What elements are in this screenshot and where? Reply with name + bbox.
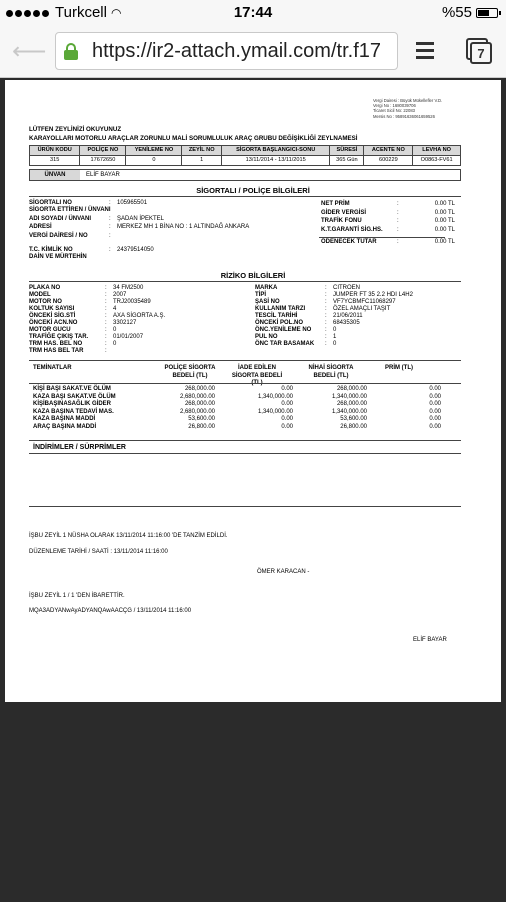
- field-label: SİGORTA ETTİREN / ÜNVANI: [29, 207, 111, 213]
- field-label: TİPİ: [255, 292, 267, 298]
- insured-field: SİGORTALI NO : 105965501: [29, 200, 148, 206]
- risk-field: ÖNC.YENİLEME NO : 0: [255, 327, 337, 333]
- risk-field: ÖNC TAR BASAMAK : 0: [255, 341, 337, 347]
- field-value: 0: [113, 327, 117, 333]
- field-label: ÖNCEKİ ACN.NO: [29, 320, 78, 326]
- risk-field: PLAKA NO : 34 FM2500: [29, 285, 144, 291]
- coverage-name: KAZA BAŞI SAKAT.VE ÖLÜM: [33, 393, 116, 400]
- coverage-header: İADE EDİLEN SİGORTA BEDELİ: [231, 365, 283, 379]
- insured-field: VERGİ DAİRESİ / NO :: [29, 233, 111, 239]
- field-value: CITROEN: [333, 285, 360, 291]
- risk-field: KOLTUK SAYISI : 4: [29, 306, 117, 312]
- verification-code: MQA3ADYANwAyADYANQAwAACÇG / 13/11/2014 11:16:00: [29, 608, 192, 614]
- policy-table: [29, 145, 461, 166]
- premium-value: 0.00 TL: [434, 227, 455, 233]
- coverage-amount: 1,340,000.00: [257, 393, 293, 400]
- insured-field: ADI SOYADI / ÜNVANI : ŞADAN İPEKTEL: [29, 216, 165, 222]
- header-read-notice: LÜTFEN ZEYLİNİZİ OKUYUNUZ: [29, 126, 122, 133]
- lock-icon: [64, 43, 78, 59]
- field-label: KULLANIM TARZI: [255, 306, 306, 312]
- field-value: 01/01/2007: [113, 334, 144, 340]
- field-value: TRJ20035489: [113, 299, 151, 305]
- field-label: MARKA: [255, 285, 278, 291]
- coverage-name: ARAÇ BAŞINA MADDİ: [33, 423, 97, 430]
- col-header: SÜRESİ: [330, 146, 364, 156]
- field-value: 3302127: [113, 320, 137, 326]
- field-value: AXA SİGORTA A.Ş.: [113, 313, 166, 319]
- field-value: ŞADAN İPEKTEL: [117, 216, 165, 222]
- table-cell: O0863-FV61: [413, 156, 461, 166]
- menu-icon[interactable]: [416, 42, 434, 63]
- coverage-amount: 0.00: [429, 423, 441, 430]
- field-label: ÖNC.YENİLEME NO: [255, 327, 312, 333]
- coverage-amount: 268,000.00: [184, 401, 215, 407]
- clock: 17:44: [233, 4, 273, 21]
- back-arrow-icon[interactable]: ⟵: [12, 38, 47, 65]
- field-label: ÖNC TAR BASAMAK: [255, 341, 315, 347]
- field-value: 0: [333, 327, 337, 333]
- premium-row: ÖDENECEK TUTAR : 0.00 TL: [321, 239, 455, 245]
- title-value: ELİF BAYAR: [86, 172, 120, 178]
- premium-row: TRAFİK FONU : 0.00 TL: [321, 218, 455, 224]
- col-header: ÜRÜN KODU: [30, 146, 80, 156]
- field-label: ŞASİ NO: [255, 299, 280, 305]
- title-label: ÜNVAN: [30, 170, 80, 180]
- consists-statement: İŞBU ZEYİL 1 / 1 'DEN İBARETTİR.: [29, 593, 125, 599]
- insured-field: T.C. KİMLİK NO : 24379514050: [29, 247, 154, 253]
- document-page: [5, 80, 501, 702]
- table-cell: 0: [126, 156, 182, 166]
- title-row: [29, 169, 461, 181]
- coverage-name: KİŞİ BAŞI SAKAT.VE ÖLÜM: [33, 386, 111, 392]
- tabs-button[interactable]: [466, 38, 492, 66]
- field-label: PUL NO: [255, 334, 278, 340]
- risk-field: TRM HAS. BEL NO : 0: [29, 341, 117, 347]
- coverage-amount: 0.00: [281, 416, 293, 422]
- coverage-amount: 1,340,000.00: [331, 393, 367, 400]
- mersis-number: Mersis No : 95891636061659526: [373, 113, 435, 119]
- officer-name: ÖMER KARACAN -: [257, 569, 310, 575]
- premium-value: 0.00 TL: [434, 218, 455, 224]
- risk-field: MOTOR GUCU : 0: [29, 327, 117, 333]
- premium-label: NET PRİM: [321, 201, 350, 207]
- risk-field: MODEL : 2007: [29, 292, 127, 298]
- field-label: TRAFİĞE ÇIKIŞ TAR.: [29, 334, 89, 340]
- risk-field: TRAFİĞE ÇIKIŞ TAR. : 01/01/2007: [29, 334, 144, 340]
- field-value: 4: [113, 306, 117, 312]
- field-value: JUMPER FT 35 2.2 HDI L4H2: [333, 292, 413, 298]
- insured-field: ADRESİ : MERKEZ MH 1 BİNA NO : 1 ALTINDAĞ ANKARA: [29, 224, 250, 230]
- col-header: YENİLEME NO: [126, 146, 182, 156]
- coverage-amount: 268,000.00: [184, 386, 215, 392]
- field-label: TESCİL TARİHİ: [255, 313, 298, 319]
- table-cell: 13/11/2014 - 13/11/2015: [221, 156, 329, 166]
- table-cell: 315: [30, 156, 80, 166]
- discounts-title: İNDİRİMLER / SÜRPRİMLER: [33, 444, 126, 451]
- premium-row: K.T.GARANTİ SİG.HS. : 0.00 TL: [321, 227, 455, 233]
- risk-field: ŞASİ NO : VF7YCBMFC11068297: [255, 299, 396, 305]
- coverage-amount: 268,000.00: [336, 401, 367, 407]
- field-label: ADI SOYADI / ÜNVANI: [29, 216, 92, 222]
- field-label: T.C. KİMLİK NO: [29, 247, 73, 253]
- coverage-amount: 0.00: [281, 386, 293, 392]
- issued-statement: İŞBU ZEYİL 1 NÜSHA OLARAK 13/11/2014 11:16:00 'DE TANZİM EDİLDİ.: [29, 533, 228, 539]
- coverage-amount: 53,600.00: [340, 416, 367, 422]
- coverage-amount: 1,340,000.00: [331, 408, 367, 415]
- risk-field: MOTOR NO : TRJ20035489: [29, 299, 151, 305]
- tax-office: Vergi Dairesi : Büyük Mükellefler V.D.: [373, 98, 443, 103]
- field-label: MOTOR GUCU: [29, 327, 71, 333]
- field-value: ÖZEL AMAÇLI TAŞIT: [333, 306, 391, 312]
- coverage-header: NİHAİ SİGORTA BEDELİ (TL): [308, 365, 354, 379]
- signature-name: ELİF BAYAR: [413, 637, 447, 643]
- col-header: POLİÇE NO: [80, 146, 126, 156]
- insured-field: [29, 207, 117, 215]
- field-value: 24379514050: [117, 247, 154, 253]
- premium-row: GİDER VERGİSİ : 0.00 TL: [321, 210, 455, 216]
- field-label: ÖNCEKİ SİG.STİ: [29, 313, 76, 319]
- issue-date: DÜZENLEME TARİHİ / SAATİ : 13/11/2014 11:16:00: [29, 549, 168, 555]
- coverage-name: KAZA BAŞINA TEDAVİ MAS.: [33, 408, 114, 415]
- coverage-name: KAZA BAŞINA MADDİ: [33, 416, 96, 422]
- coverage-amount: 268,000.00: [336, 386, 367, 392]
- risk-field: ÖNCEKİ POL.NO : 68435305: [255, 320, 360, 326]
- table-cell: 1: [182, 156, 222, 166]
- section-insured-title: SİGORTALI / POLİÇE BİLGİLERİ: [196, 186, 310, 195]
- risk-field: ÖNCEKİ ACN.NO : 3302127: [29, 320, 137, 326]
- carrier-name: Turkcell: [55, 4, 107, 21]
- coverage-name: KİŞİBAŞINASAĞLIK GİDER: [33, 401, 112, 407]
- field-value: 1: [333, 334, 337, 340]
- field-label: DAİN VE MÜRTEHİN: [29, 254, 87, 260]
- premium-value: 0.00 TL: [434, 201, 455, 207]
- risk-field: PUL NO : 1: [255, 334, 337, 340]
- field-value: VF7YCBMFC11068297: [333, 299, 396, 305]
- header-title: KARAYOLLARI MOTORLU ARAÇLAR ZORUNLU MALİ SORUMLULUK ARAÇ GRUBU DEĞİŞİKLİĞİ ZEYLNAMESİ: [29, 135, 358, 142]
- table-cell: 365 Gün: [330, 156, 364, 166]
- risk-field: KULLANIM TARZI : ÖZEL AMAÇLI TAŞIT: [255, 306, 391, 312]
- table-cell: 600229: [364, 156, 413, 166]
- field-value: MERKEZ MH 1 BİNA NO : 1 ALTINDAĞ ANKARA: [117, 224, 250, 230]
- col-header: LEVHA NO: [413, 146, 461, 156]
- premium-label: TRAFİK FONU: [321, 218, 362, 224]
- premium-value: 0.00 TL: [434, 210, 455, 216]
- field-label: PLAKA NO: [29, 285, 61, 291]
- status-bar: [0, 0, 506, 26]
- coverage-amount: 53,600.00: [188, 416, 215, 422]
- risk-field: MARKA : CITROEN: [255, 285, 360, 291]
- battery-percent: %55: [441, 4, 472, 21]
- field-label: MODEL: [29, 292, 51, 298]
- coverage-amount: 0.00: [429, 416, 441, 422]
- coverage-amount: 2,680,000.00: [179, 408, 215, 415]
- field-label: TRM HAS BEL TAR: [29, 348, 84, 354]
- coverage-header: POLİÇE SİGORTA BEDELİ (TL): [164, 365, 216, 379]
- coverage-amount: 26,800.00: [188, 423, 215, 430]
- coverage-header: PRİM (TL): [385, 365, 413, 371]
- browser-toolbar: [0, 26, 506, 78]
- coverage-amount: 2,680,000.00: [179, 393, 215, 400]
- field-value: 105965501: [117, 200, 148, 206]
- premium-label: GİDER VERGİSİ: [321, 210, 367, 216]
- field-label: ÖNCEKİ POL.NO: [255, 320, 304, 326]
- insured-field: [29, 254, 117, 262]
- premium-value: 0.00 TL: [434, 239, 455, 245]
- field-value: 2007: [113, 292, 127, 298]
- risk-field: TRM HAS BEL TAR :: [29, 348, 107, 354]
- coverage-amount: 0.00: [429, 386, 441, 392]
- field-label: TRM HAS. BEL NO: [29, 341, 83, 347]
- page-background: [0, 702, 506, 902]
- risk-field: TESCİL TARİHİ : 21/06/2011: [255, 313, 363, 319]
- col-header: ZEYİL NO: [182, 146, 222, 156]
- col-header: SİGORTA BAŞLANGICI-SONU: [221, 146, 329, 156]
- trade-registry: Ticaret Sicil No: 22083: [373, 108, 415, 114]
- field-value: 21/06/2011: [333, 313, 363, 319]
- premium-label: ÖDENECEK TUTAR: [321, 239, 377, 245]
- coverage-amount: 0.00: [429, 408, 441, 415]
- tab-count: 7: [470, 42, 492, 64]
- coverage-amount: 0.00: [429, 393, 441, 400]
- field-label: ADRESİ: [29, 224, 52, 230]
- table-cell: 17672650: [80, 156, 126, 166]
- field-label: VERGİ DAİRESİ / NO: [29, 233, 88, 239]
- tax-number: Vergi No : 1680039706: [373, 103, 416, 109]
- url-text: https://ir2-attach.ymail.com/tr.f17: [92, 40, 381, 62]
- address-bar[interactable]: [55, 32, 398, 70]
- field-label: KOLTUK SAYISI: [29, 306, 75, 312]
- section-risk-title: RİZİKO BİLGİLERİ: [220, 271, 286, 280]
- field-label: SİGORTALI NO: [29, 200, 72, 206]
- risk-field: ÖNCEKİ SİG.STİ : AXA SİGORTA A.Ş.: [29, 313, 166, 319]
- coverage-amount: 0.00: [281, 401, 293, 407]
- col-header: ACENTE NO: [364, 146, 413, 156]
- wifi-icon: ◠: [110, 5, 122, 20]
- field-value: 34 FM2500: [113, 285, 144, 291]
- coverage-header: TEMİNATLAR: [33, 365, 72, 371]
- battery-icon: [476, 8, 498, 18]
- coverage-amount: 26,800.00: [340, 423, 367, 430]
- coverage-amount: 1,340,000.00: [257, 408, 293, 415]
- risk-field: TİPİ : JUMPER FT 35 2.2 HDI L4H2: [255, 292, 413, 298]
- coverage-amount: 0.00: [429, 401, 441, 407]
- field-value: 0: [113, 341, 117, 347]
- premium-row: NET PRİM : 0.00 TL: [321, 201, 455, 207]
- coverage-amount: 0.00: [281, 423, 293, 430]
- premium-label: K.T.GARANTİ SİG.HS.: [321, 227, 383, 233]
- field-label: MOTOR NO: [29, 299, 62, 305]
- field-value: 68435305: [333, 320, 360, 326]
- field-value: 0: [333, 341, 337, 347]
- tax-info: [373, 98, 442, 119]
